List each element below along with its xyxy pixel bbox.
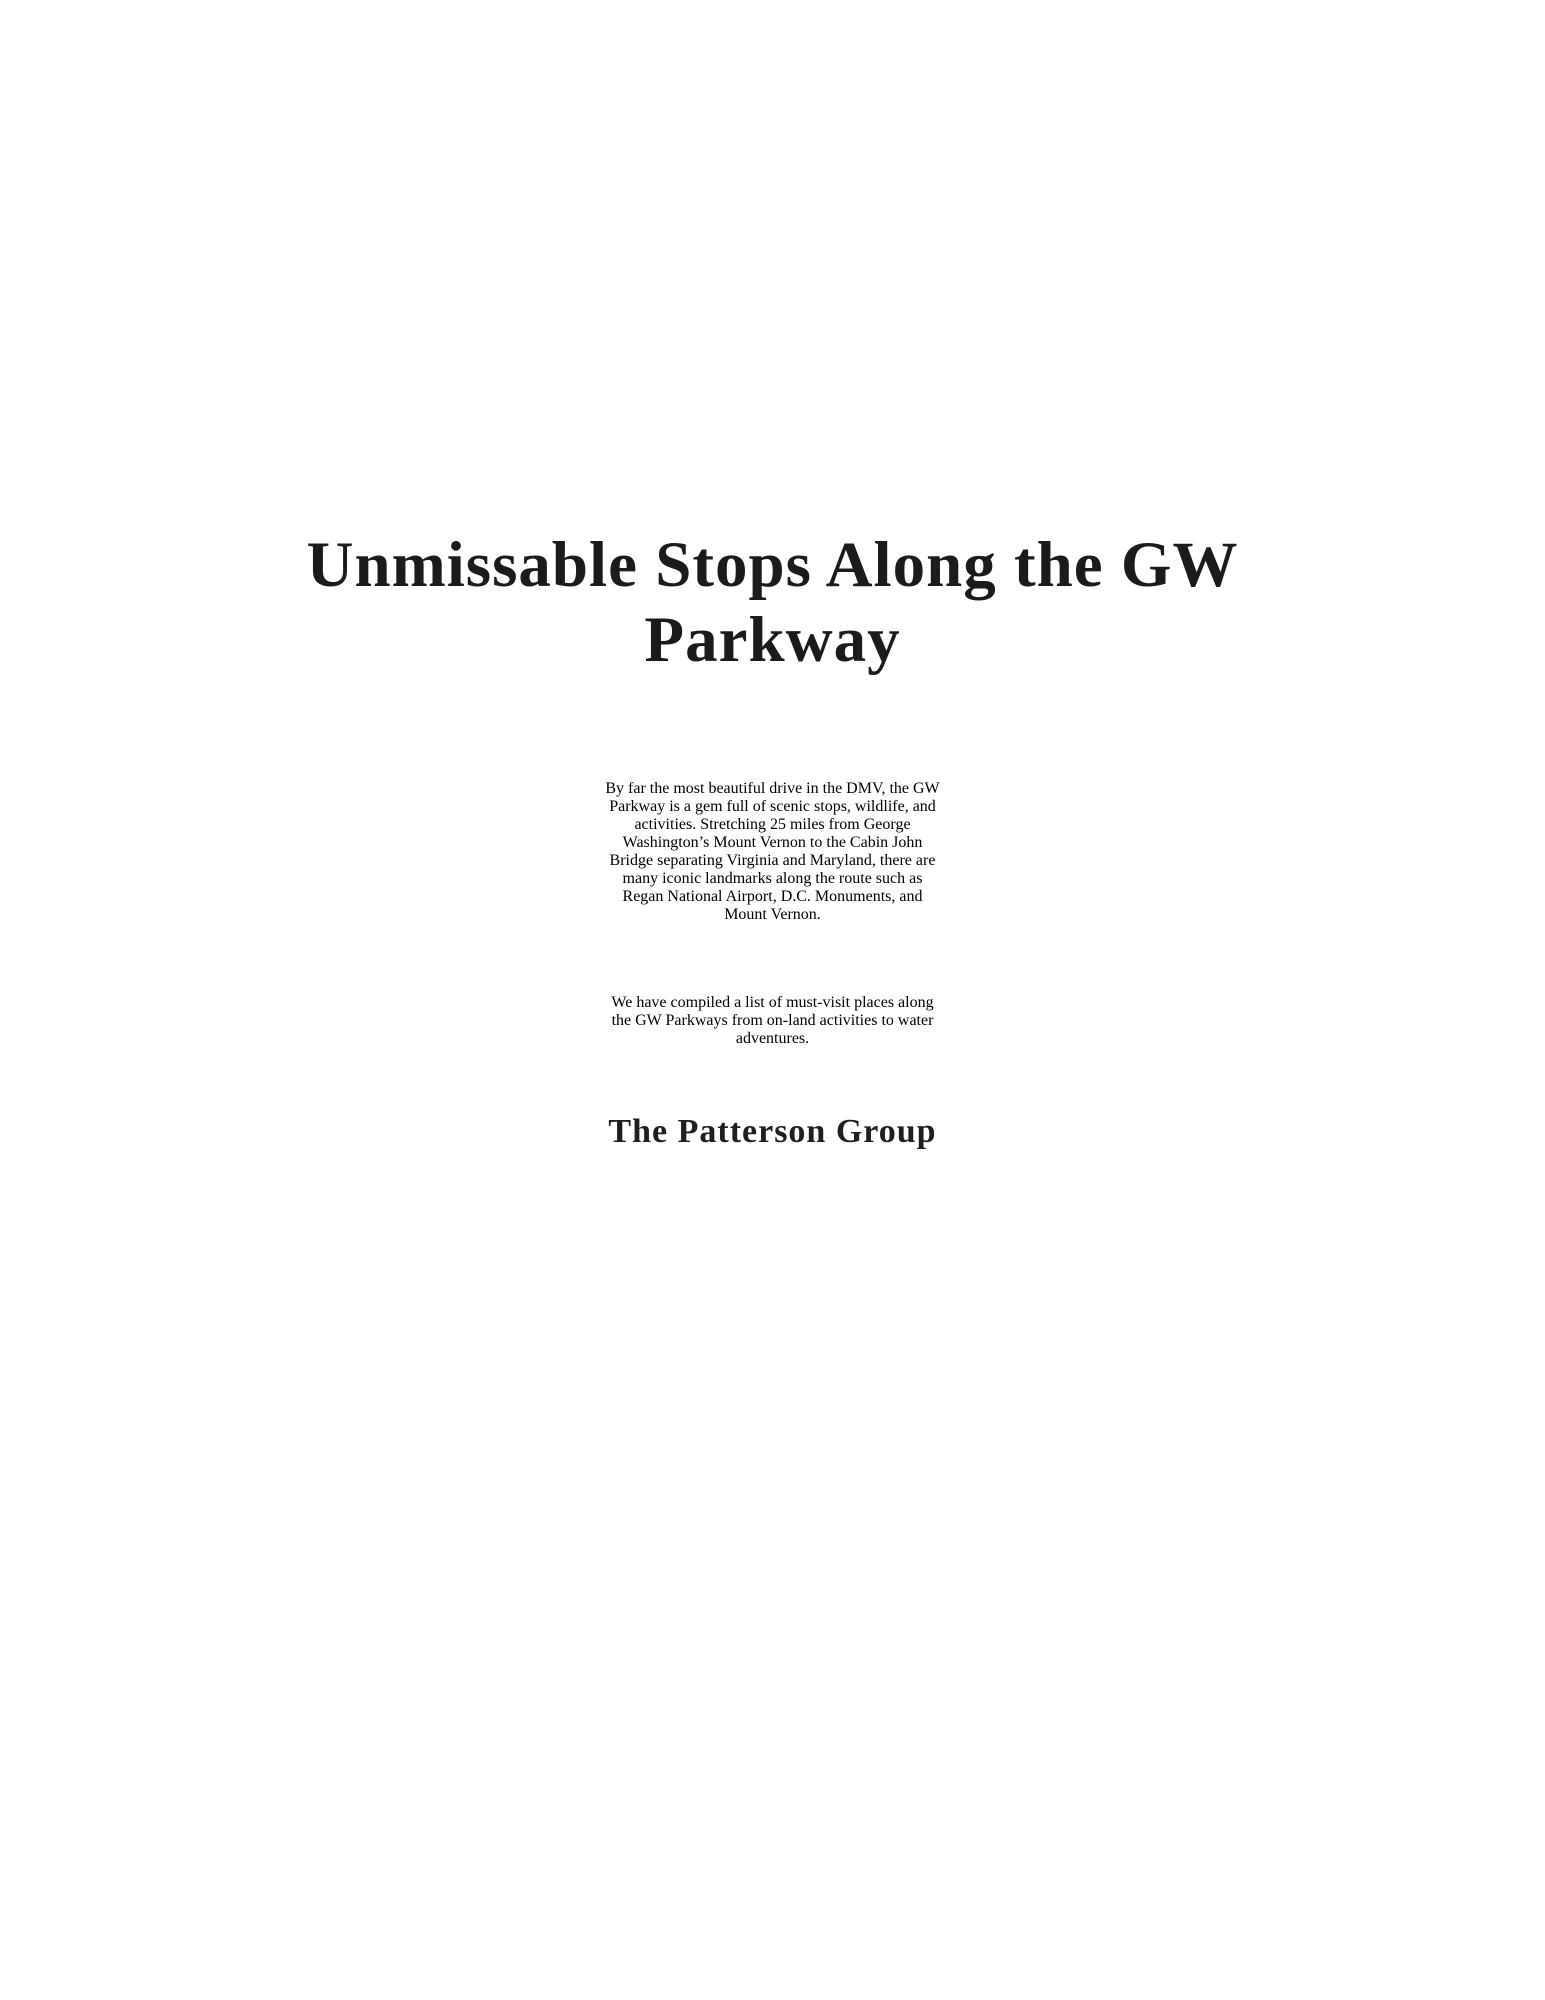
page-title-line: Parkway [644,604,901,676]
paragraph-line: Mount Vernon. [724,906,821,923]
paragraph-line: many iconic landmarks along the route such as [622,870,923,887]
paragraph-line: By far the most beautiful drive in the DMV, the GW [605,780,940,797]
signature: The Patterson Group [608,1113,937,1150]
paragraph-line: Parkway is a gem full of scenic stops, wildlife, and [609,798,936,815]
paragraph-line: Bridge separating Virginia and Maryland, there are [609,852,936,869]
paragraph-line: Regan National Airport, D.C. Monuments, and [622,888,923,905]
paragraph-line: adventures. [735,1030,810,1047]
content-column [250,0,1295,1154]
paragraph-line: activities. Stretching 25 miles from George [634,816,911,833]
page-title-line: Unmissable Stops Along the GW [306,529,1239,601]
paragraph-line: We have compiled a list of must-visit places along [611,994,934,1011]
page-title [250,0,1295,678]
paragraph-line: the GW Parkways from on-land activities to water [611,1012,934,1029]
paragraph-line: Washington’s Mount Vernon to the Cabin John [622,834,923,851]
